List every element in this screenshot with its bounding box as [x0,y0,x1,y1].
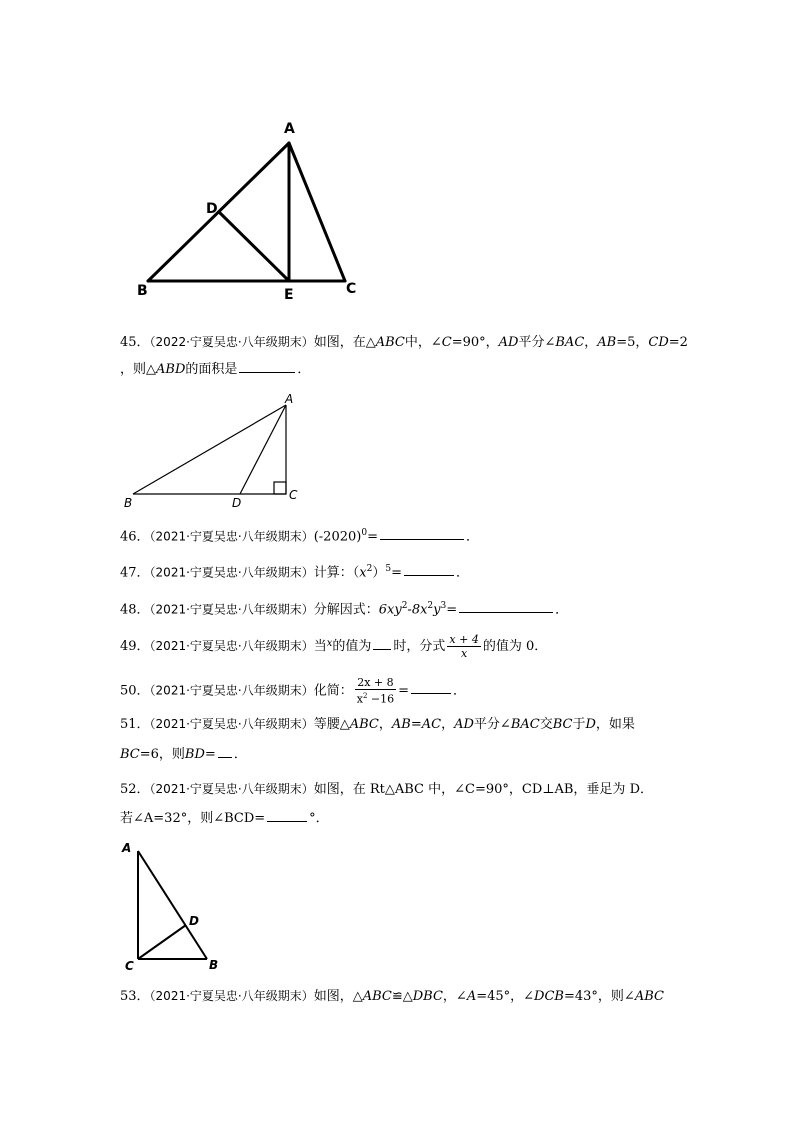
q51-ac: AC [421,717,442,732]
answer-blank[interactable] [404,562,454,576]
q50-text: 化简： [313,683,353,699]
q49-source: （2021·宁夏吴忠·八年级期末） [149,639,314,653]
q51-text: ，如果 [595,717,635,732]
q48-number: 48． [120,602,150,618]
q45-text: =90°， [451,335,499,350]
q46-source: （2021·宁夏吴忠·八年级期末） [149,529,314,544]
figure-q45-triangle [0,390,794,515]
q53-text: =43°，则∠ [563,989,635,1004]
q51-ad: AD [454,717,474,732]
q51-abc: ABC [349,717,379,732]
q49-text: 的值为 0． [482,639,548,654]
q48-source: （2021·宁夏吴忠·八年级期末） [149,602,314,617]
q53-abc: ABC [362,989,392,1004]
q47-close: ） [372,565,386,581]
q53-dcb: DCB [534,989,564,1004]
fig52-label-b: B [209,958,219,972]
q50-source: （2021·宁夏吴忠·八年级期末） [149,683,314,698]
q50-den-exp: 2 [362,692,368,700]
answer-blank[interactable] [267,808,307,822]
q45-bac: BAC [555,335,585,350]
q51-text: 平分∠ [473,717,511,732]
q49-text: 的值为 [332,639,372,654]
q47-number: 47． [120,565,150,581]
q51-text: 于 [572,717,586,732]
question-51-line2 [120,744,247,766]
q49-x: x [326,638,333,649]
q51-source: （2021·宁夏吴忠·八年级期末） [149,717,314,731]
q53-text: ≌△ [391,989,413,1004]
question-52-line2 [120,808,329,830]
q51-number: 51． [120,717,150,732]
q45-ad: AD [498,335,519,350]
q48-eq: = [446,602,458,618]
q53-text: =45°，∠ [476,989,535,1004]
q52-text: 如图，在 Rt△ABC 中，∠C=90°，CD⊥AB，垂足为 D． [313,782,653,797]
q46-eq: = [367,529,378,545]
answer-blank[interactable] [459,599,553,613]
q45-ab: AB [597,335,617,350]
q53-number: 53． [120,989,150,1004]
q51-end: ． [233,747,247,762]
fig45-label-a: A [285,392,294,406]
q50-numerator: 2x + 8 [355,676,396,690]
q52-text: 若∠A=32°，则∠BCD= [120,811,266,826]
q53-text: ，∠ [442,989,467,1004]
question-53 [120,985,664,1008]
q51-bd: BD [184,747,205,762]
q47-outer-exp: 5 [385,564,392,574]
question-45 [120,331,688,354]
q51-text: 交 [539,717,553,732]
fig45-label-c: C [289,488,298,502]
q51-text: =6，则 [139,747,185,762]
q49-number: 49． [120,639,150,654]
q46-end: ． [465,529,479,545]
question-45-line2 [120,359,310,381]
q45-text: =5， [616,335,649,350]
fig45-label-b: B [124,496,133,510]
fig1-label-a: A [284,121,295,137]
q51-bac: BAC [510,717,540,732]
fig52-label-a: A [122,841,132,855]
q45-abd: ABD [156,362,186,377]
q48-end: ． [555,602,569,618]
q51-d: D [585,717,596,732]
q46-exp: 0 [361,528,368,538]
q51-text: 等腰△ [313,717,350,732]
fig1-label-d: D [206,201,218,217]
q52-number: 52． [120,782,150,797]
q45-end: ． [297,362,311,377]
q51-bc: BC [120,747,140,762]
q50-fraction [355,676,396,706]
q51-text: ， [378,717,392,732]
q48-text: 分解因式： [313,602,379,618]
q48-exp: 2 [401,601,408,611]
q48-expr: y [433,602,441,618]
fig45-label-d: D [232,496,242,510]
q53-abc: ABC [634,989,664,1004]
answer-blank[interactable] [218,744,232,758]
q53-a: A [466,989,477,1004]
q49-numerator: x + 4 [449,633,479,646]
q45-text: =2 [668,335,688,350]
question-50 [120,676,466,706]
q48-expr: 6xy [378,602,402,618]
q49-denominator: x [461,647,468,660]
question-52 [120,778,653,801]
q45-abc: ABC [375,335,405,350]
q53-dbc: DBC [412,989,443,1004]
q47-inner-exp: 2 [366,564,373,574]
q50-end: ． [453,683,467,699]
q45-text: ， [584,335,598,350]
q45-c: C [441,335,452,350]
answer-blank[interactable] [411,680,451,694]
q45-number: 45． [120,335,150,350]
q45-cd: CD [648,335,669,350]
fig52-label-d: D [189,914,199,928]
q46-number: 46． [120,529,150,545]
q50-den-x: x [356,692,363,706]
q47-eq: = [391,565,402,581]
q47-end: ． [455,565,469,581]
q51-text: ， [441,717,455,732]
q50-den-rest: −16 [367,692,395,706]
q51-text: = [204,747,216,762]
q45-text: 中，∠ [404,335,442,350]
fig52-label-c: C [125,959,134,973]
answer-blank[interactable] [373,636,391,650]
question-46 [120,522,479,548]
q49-text: 当 [313,639,327,654]
q53-source: （2021·宁夏吴忠·八年级期末） [149,989,314,1003]
answer-blank[interactable] [380,526,464,540]
q50-eq: = [398,683,410,699]
q45-source: （2022·宁夏吴忠·八年级期末） [149,335,314,349]
answer-blank[interactable] [239,359,295,373]
q48-exp: 3 [440,601,447,611]
q48-expr: -8x [407,602,428,618]
fig1-label-c: C [346,281,357,297]
q46-expr: (-2020) [313,529,362,545]
q49-fraction [447,633,480,660]
fig1-label-b: B [137,283,148,299]
q51-text: = [410,717,422,732]
q45-text: 平分∠ [518,335,556,350]
q49-text: 时，分式 [393,639,446,654]
q48-exp: 2 [427,601,434,611]
q51-ab: AB [391,717,411,732]
q53-text: 如图，△ [313,989,363,1004]
q47-source: （2021·宁夏吴忠·八年级期末） [149,565,314,580]
question-49 [120,633,547,660]
q45-text: 如图，在△ [313,335,376,350]
q47-text: 计算：（ [313,565,360,581]
q52-source: （2021·宁夏吴忠·八年级期末） [149,782,314,796]
q45-text: 的面积是 [185,362,238,377]
q50-denominator [355,690,396,706]
q45-text: ，则△ [120,362,156,377]
question-51 [120,713,635,736]
q50-number: 50． [120,683,150,699]
q51-bc: BC [552,717,573,732]
question-48 [120,595,568,621]
q52-text: °． [309,811,329,826]
figure-q52-triangle [0,835,794,980]
q47-x: x [359,565,367,581]
question-47 [120,558,469,584]
fig1-label-e: E [284,287,294,303]
figure-triangle-abcde [0,0,794,310]
